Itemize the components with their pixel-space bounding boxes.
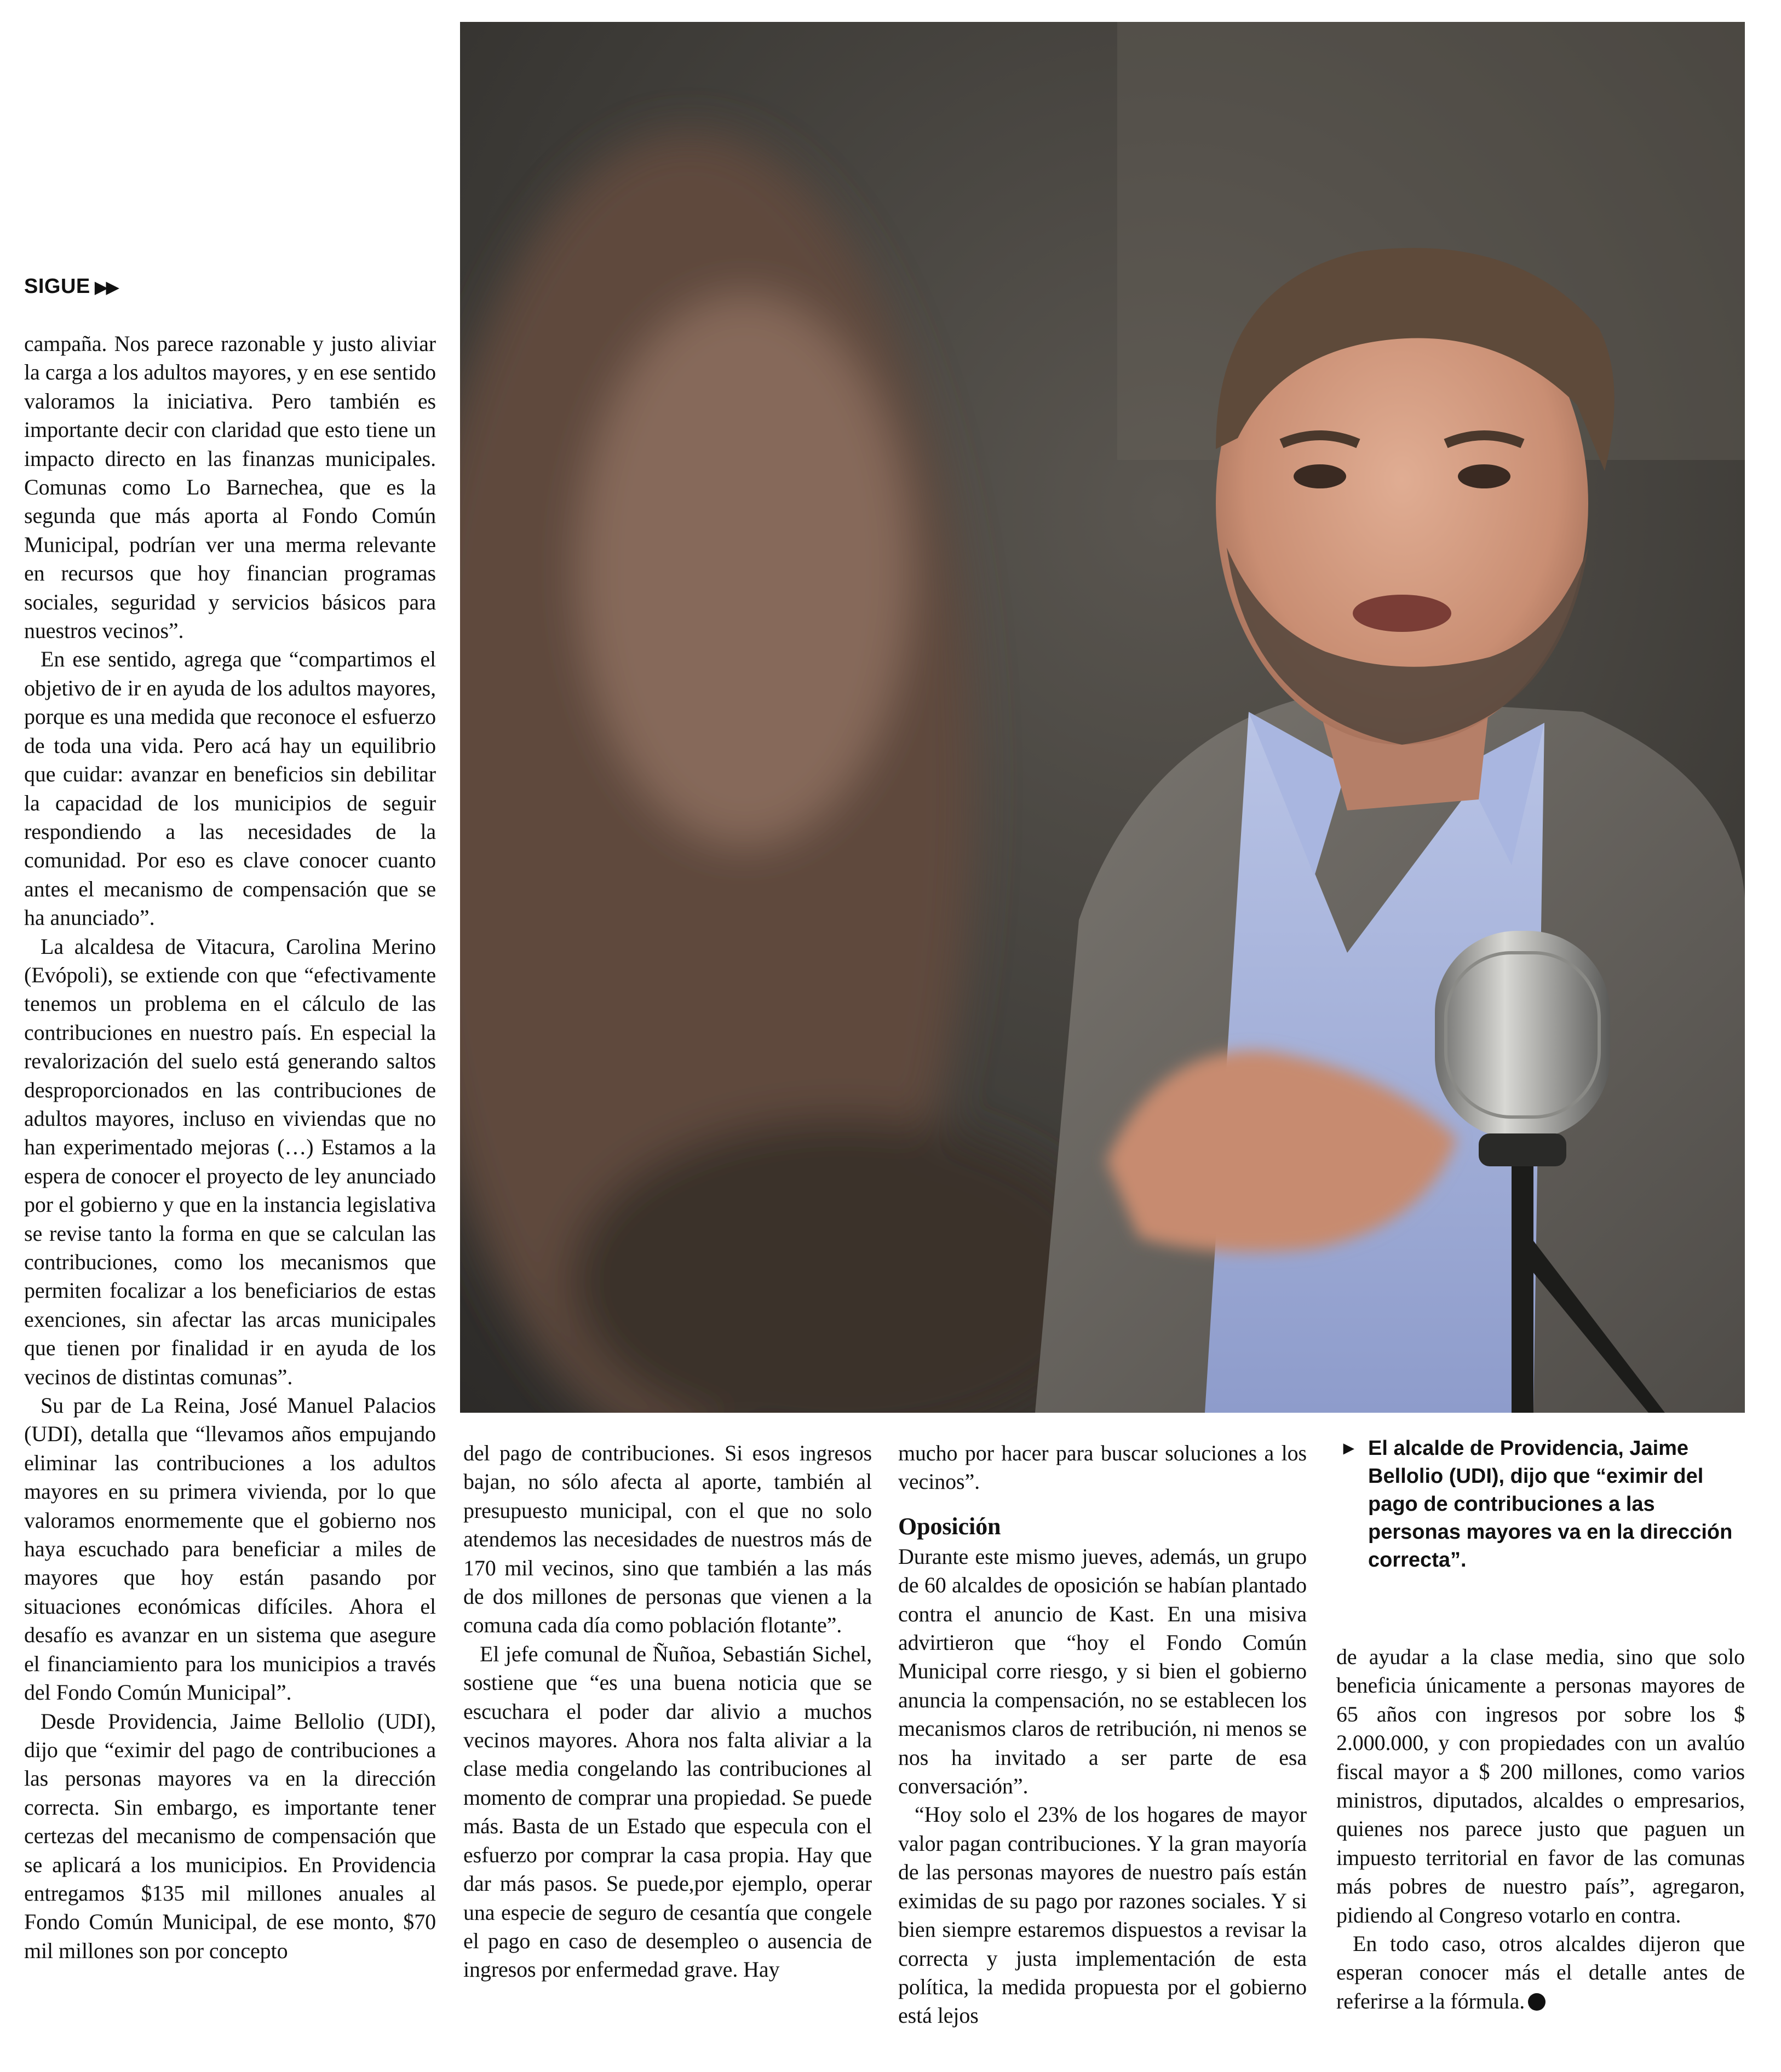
paragraph: del pago de contribuciones. Si esos ingresos bajan, no sólo afecta al aporte, también al presupuesto municipal, con el que no solo atendemos las necesidades de nuestros más de 170 mil vecinos, sino que también a las más de dos millones de personas que vienen a la comuna cada día como población flotante”. bbox=[463, 1441, 872, 1638]
paragraph: Desde Providencia, Jaime Bellolio (UDI), dijo que “eximir del pago de contribuciones a las personas mayores va en la dirección correcta. Sin embargo, es importante tener certezas del mecanismo de compensación que se aplicará a los municipios. En Providencia entregamos $135 mil millones anuales al Fondo Común Municipal, de ese monto, $70 mil millones son por concepto bbox=[24, 1708, 436, 1963]
article-photo bbox=[460, 22, 1745, 1413]
article-column-3 bbox=[898, 1439, 1307, 2030]
caption-marker-icon: ► bbox=[1340, 1438, 1358, 1459]
article-column-1 bbox=[24, 330, 436, 1965]
photo-caption bbox=[1340, 1435, 1746, 1574]
article-column-4 bbox=[1336, 1643, 1745, 2016]
paragraph: El jefe comunal de Ñuñoa, Sebastián Sichel, sostiene que “es una buena noticia que se escuchara el poder dar alivio a muchos vecinos mayores. Ahora nos falta aliviar a la clase media congelando las contribuciones al momento de comprar una propiedad. Se puede más. Basta de un Estado que especula con el esfuerzo por comprar la casa propia. Hay que dar más pasos. Se puede,por ejemplo, operar una especie de seguro de cesantía que congele el pago en caso de desempleo o ausencia de ingresos por enfermedad grave. Hay bbox=[463, 1641, 872, 1982]
paragraph: de ayudar a la clase media, sino que solo beneficia únicamente a personas mayores de 65 años con ingresos por sobre los $ 2.000.000, y con propiedades con un avalúo fiscal mayor a $ 200 millones, como varios ministros, diputados, alcaldes o empresarios, quienes nos parece justo que paguen un impuesto territorial en favor de las comunas más pobres de nuestro país”, agregaron, pidiendo al Congreso votarlo en contra. bbox=[1336, 1644, 1745, 1927]
section-heading: Oposición bbox=[898, 1512, 1001, 1540]
paragraph: La alcaldesa de Vitacura, Carolina Merino (Evópoli), se extiende con que “efectivamente tenemos un problema en el cálculo de las contribuciones en nuestro país. En especial la revalorización del suelo está generando saltos desproporcionados en las contribuciones de adultos mayores, incluso en viviendas que no han experimentado mejoras (…) Estamos a la espera de conocer el proyecto de ley anunciado por el gobierno y que en la instancia legislativa se revise tanto la forma en que se calculan las contribuciones, como los mecanismos que permiten focalizar a los beneficiarios de estas exenciones, sin afectar las arcas municipales que tienen por finalidad ir en ayuda de los vecinos de distintas comunas”. bbox=[24, 934, 436, 1389]
article-column-2 bbox=[463, 1439, 872, 1984]
paragraph: Su par de La Reina, José Manuel Palacios (UDI), detalla que “llevamos años empujando eliminar las contribuciones a los adultos mayores en su primera vivienda, por lo que valoramos enormemente que el gobierno nos haya escuchado para beneficiar a miles de mayores que hoy están pasando por situaciones económicas difíciles. Ahora el desafío es avanzar en un sistema que asegure el financiamiento para los municipios a través del Fondo Común Municipal”. bbox=[24, 1393, 436, 1705]
paragraph: campaña. Nos parece razonable y justo aliviar la carga a los adultos mayores, y en ese sentido valoramos la iniciativa. Pero también es importante decir con claridad que esto tiene un impacto directo en las finanzas municipales. Comunas como Lo Barnechea, que es la segunda que más aporta al Fondo Común Municipal, podrían ver una merma relevante en recursos que hoy financian programas sociales, seguridad y servicios básicos para nuestros vecinos”. bbox=[24, 331, 436, 643]
paragraph: En todo caso, otros alcaldes dijeron que esperan conocer más el detalle antes de referirse a la fórmula. bbox=[1336, 1931, 1745, 2013]
continue-label: SIGUE ▶▶ bbox=[24, 275, 117, 298]
paragraph: mucho por hacer para buscar soluciones a los vecinos”. bbox=[898, 1441, 1307, 1494]
continue-arrows-icon: ▶▶ bbox=[94, 277, 117, 297]
paragraph: Durante este mismo jueves, además, un grupo de 60 alcaldes de oposición se habían plantado contra el anuncio de Kast. En una misiva advirtieron que “hoy el Fondo Común Municipal corre riesgo, y si bien el gobierno anuncia la compensación, no se establecen los mecanismos claros de retribución, ni menos se nos ha invitado a ser parte de esa conversación”. bbox=[898, 1544, 1307, 1799]
caption-text: El alcalde de Providencia, Jaime Bellolio (UDI), dijo que “eximir del pago de contribuciones a las personas mayores va en la dirección correcta”. bbox=[1368, 1437, 1733, 1572]
paragraph: “Hoy solo el 23% de los hogares de mayor valor pagan contribuciones. Y la gran mayoría de las personas mayores de nuestro país están eximidas de su pago por razones sociales. Y si bien siempre estaremos dispuestos a revisar la correcta y justa implementación de esta política, la medida propuesta por el gobierno está lejos bbox=[898, 1802, 1307, 2028]
end-mark-icon bbox=[1528, 1993, 1546, 2011]
paragraph: En ese sentido, agrega que “compartimos el objetivo de ir en ayuda de los adultos mayores, porque es una medida que reconoce el esfuerzo de toda una vida. Pero acá hay un equilibrio que cuidar: avanzar en beneficios sin debilitar la capacidad de los municipios de seguir respondiendo a las necesidades de la comunidad. Por eso es clave conocer cuanto antes el mecanismo de compensación que se ha anunciado”. bbox=[24, 647, 436, 930]
